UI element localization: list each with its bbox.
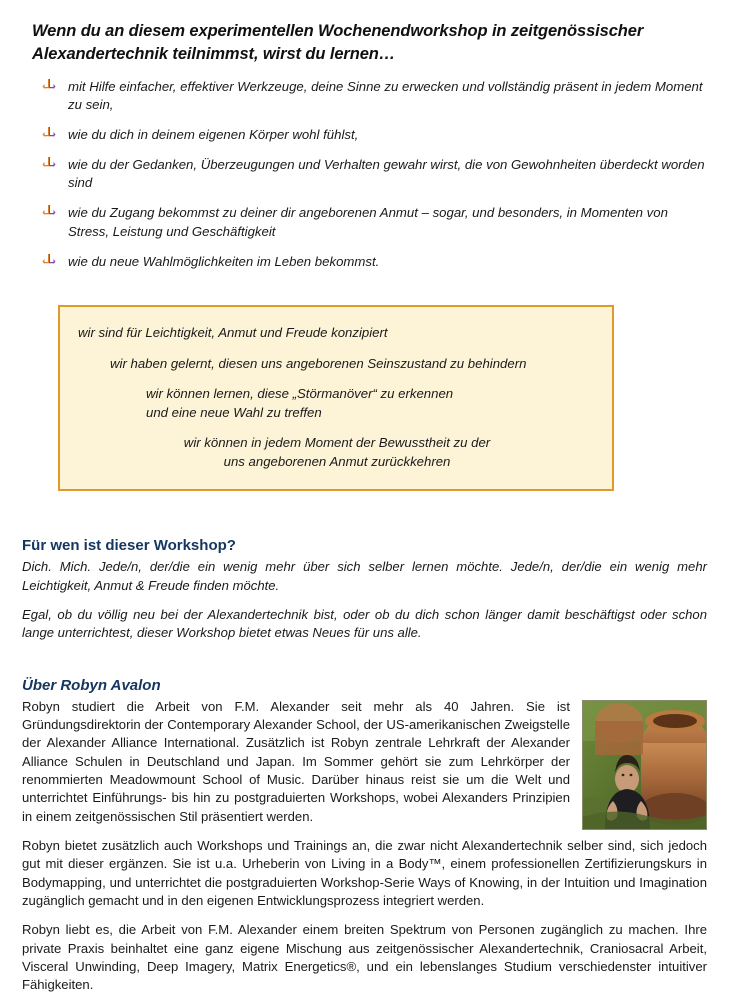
section-heading-robyn: Über Robyn Avalon xyxy=(22,676,161,694)
quote-line: wir sind für Leichtigkeit, Anmut und Freude konzipiert xyxy=(78,325,388,341)
list-item-text: wie du neue Wahlmöglichkeiten im Leben bekommst. xyxy=(68,253,380,269)
list-item xyxy=(40,156,707,193)
arrow-bullet-icon xyxy=(42,157,56,172)
about-robyn-section xyxy=(22,677,707,994)
workshop-paragraph: Dich. Mich. Jede/n, der/die ein wenig mehr über sich selber lernen möchte. Jede/n, der/die ein wenig mehr Leichtigkeit, Anmut & Freude finden möchte. xyxy=(22,559,707,593)
list-item xyxy=(40,204,707,241)
robyn-avalon-photo xyxy=(582,700,707,830)
list-item xyxy=(40,126,707,145)
arrow-bullet-icon xyxy=(42,254,56,269)
section-heading-workshop: Für wen ist dieser Workshop? xyxy=(22,537,236,555)
arrow-bullet-icon xyxy=(42,79,56,94)
robyn-paragraph: Robyn studiert die Arbeit von F.M. Alexander seit mehr als 40 Jahren. Sie ist Gründungsdirektorin der Contemporary Alexander School, der US-amerikanischen Zweigstelle der Alexander Alliance International. Zusätzlich ist Robyn zentrale Lehrkraft der Alexander Alliance Schulen in Deutschland und Japan. Im Sommer gehört sie zum Lehrkörper der renommierten Meadowmount School of Music. Darüber hinaus reist sie um die Welt und unterrichtet Einführungs- bis hin zu postgraduierten Workshops, wobei Alexanders Prinzipien in einem zeitgenössischen Stil präsentiert werden. xyxy=(22,698,570,824)
arrow-bullet-icon xyxy=(42,205,56,220)
intro-heading: Wenn du an diesem experimentellen Wochenendworkshop in zeitgenössischer Alexandertechnik teilnimmst, wirst du lernen… xyxy=(32,22,644,63)
robyn-paragraph: Robyn liebt es, die Arbeit von F.M. Alexander einem breiten Spektrum von Personen zugänglich zu machen. Ihre private Praxis beinhaltet eine ganz eigene Mischung aus zeitgenössischer Alexandertechnik, Craniosacral Arbeit, Visceral Unwinding, Deep Imagery, Matrix Energetics®, und ein lebenslanges Studium verschiedenster intuitiver Fähigkeiten. xyxy=(22,922,707,993)
list-item-text: wie du Zugang bekommst zu deiner dir angeborenen Anmut – sogar, und besonders, in Momenten von Stress, Leistung und Geschäftigkeit xyxy=(68,205,668,239)
about-robyn-body xyxy=(22,698,707,994)
list-item-text: wie du dich in deinem eigenen Körper wohl fühlst, xyxy=(68,127,359,142)
robyn-paragraph: Robyn bietet zusätzlich auch Workshops und Trainings an, die zwar nicht Alexandertechnik selber sind, sich jedoch gut mit dieser ergänzen. Sie ist u.a. Urheberin von Living in a Body™, einem professionellen Zertifizierungskurs in Bodymapping, und unterrichtet die postgraduierten Workshop-Serie Ways of Knowing, in der Intuition und Imagination zugänglich gemacht und in den eigenen Entwicklungsprozess integriert werden. xyxy=(22,837,707,908)
list-item-text: wie du der Gedanken, Überzeugungen und Verhalten gewahr wirst, die von Gewohnheiten überdeckt worden sind xyxy=(68,156,705,191)
quote-line: wir können lernen, diese „Störmanöver“ zu erkennen und eine neue Wahl zu treffen xyxy=(146,385,454,420)
arrow-bullet-icon xyxy=(42,127,56,142)
quote-line: wir haben gelernt, diesen uns angeborenen Seinszustand zu behindern xyxy=(110,355,527,371)
list-item xyxy=(40,253,707,272)
list-item xyxy=(40,78,707,115)
list-item-text: mit Hilfe einfacher, effektiver Werkzeuge, deine Sinne zu erwecken und vollständig präsent in jedem Moment zu sein, xyxy=(68,78,703,113)
quote-line: wir können in jedem Moment der Bewusstheit zu der uns angeborenen Anmut zurückkehren xyxy=(183,434,491,470)
learning-outcomes-list xyxy=(40,78,707,272)
workshop-audience-section xyxy=(22,537,707,642)
workshop-paragraph: Egal, ob du völlig neu bei der Alexandertechnik bist, oder ob du dich schon länger damit beschäftigst oder schon lange unterrichtest, dieser Workshop bietet etwas Neues für uns alle. xyxy=(22,606,707,641)
highlight-quote-box xyxy=(58,305,614,491)
